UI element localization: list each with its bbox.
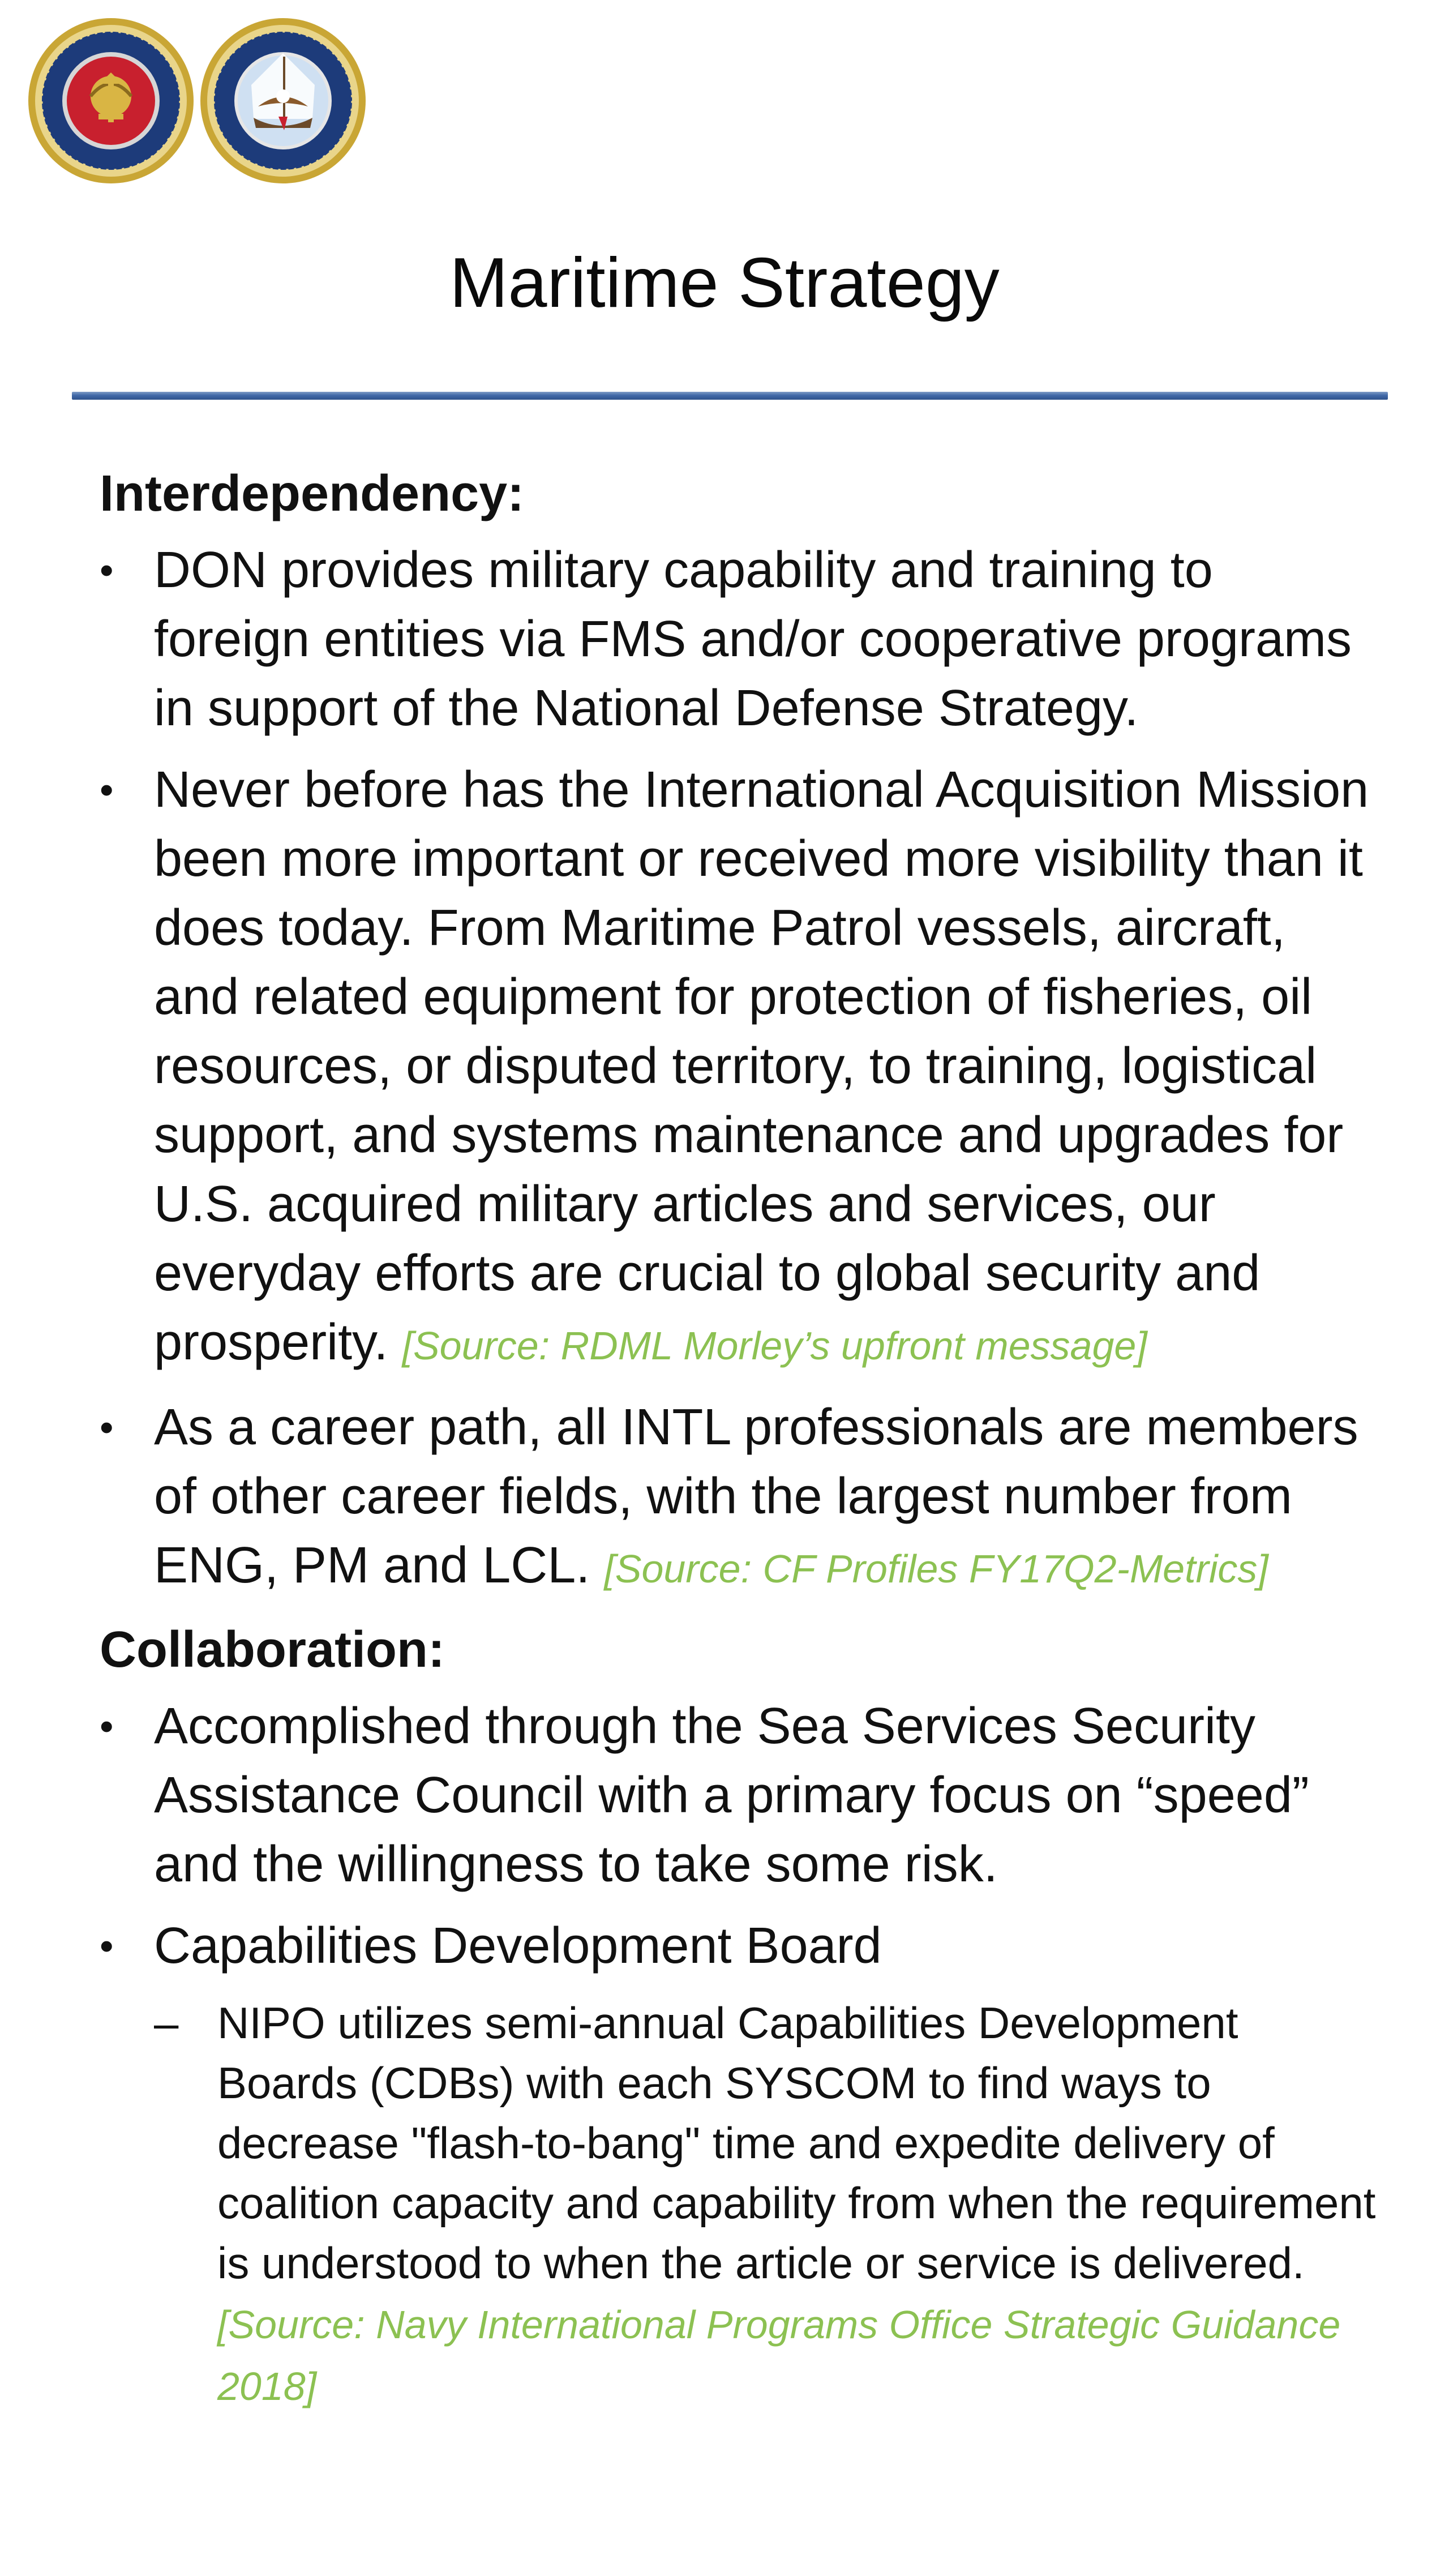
navy-seal-icon <box>199 17 367 185</box>
source-citation: [Source: CF Profiles FY17Q2-Metrics] <box>604 1547 1268 1591</box>
section-heading-collaboration: Collaboration: <box>100 1621 445 1678</box>
bullet-text: Capabilities Development Board <box>154 1918 882 1974</box>
bullet-item <box>100 536 1379 743</box>
title-divider <box>72 392 1388 400</box>
section-heading-interdependency: Interdependency: <box>100 465 525 522</box>
page-title: Maritime Strategy <box>449 244 1000 322</box>
sub-bullet-item <box>154 1993 1379 2416</box>
bullet-text: Accomplished through the Sea Services Security Assistance Council with a primary focus on “speed” and the willingness to take some risk. <box>154 1698 1309 1893</box>
bullet-text: Never before has the International Acquisition Mission been more important or received more visibility than it does today. From Maritime Patrol vessels, aircraft, and related equipment for protection of fisheries, oil resources, or disputed territory, to training, logistical support, and systems maintenance and upgrades for U.S. acquired military articles and services, our everyday efforts are crucial to global security and prosperity. <box>154 761 1369 1371</box>
sub-bullet-text: NIPO utilizes semi-annual Capabilities Development Boards (CDBs) with each SYSCOM to find ways to decrease "flash-to-bang" time and expedite delivery of coalition capacity and capability from when the requirement is understood to when the article or service is delivered. <box>217 1998 1376 2288</box>
bullet-marker: • <box>100 1924 114 1968</box>
bullet-marker: • <box>100 768 114 812</box>
bullet-item <box>100 1393 1379 1603</box>
usmc-seal-icon <box>27 17 195 185</box>
bullet-marker: • <box>100 548 114 592</box>
source-citation: [Source: Navy International Programs Office Strategic Guidance 2018] <box>217 2303 1341 2408</box>
bullet-marker: • <box>100 1405 114 1449</box>
bullet-item <box>100 755 1379 1380</box>
sub-bullet-marker: – <box>154 1998 179 2048</box>
slide-content <box>100 460 1379 2416</box>
bullet-text: DON provides military capability and training to foreign entities via FMS and/or cooperative programs in support of the National Defense Strategy. <box>154 542 1352 737</box>
bullet-item <box>100 1692 1379 1899</box>
bullet-item <box>100 1911 1379 1980</box>
bullet-marker: • <box>100 1704 114 1748</box>
source-citation: [Source: RDML Morley’s upfront message] <box>402 1324 1147 1368</box>
bullet-text: As a career path, all INTL professionals are members of other career fields, with the largest number from ENG, PM and LCL. <box>154 1399 1358 1594</box>
